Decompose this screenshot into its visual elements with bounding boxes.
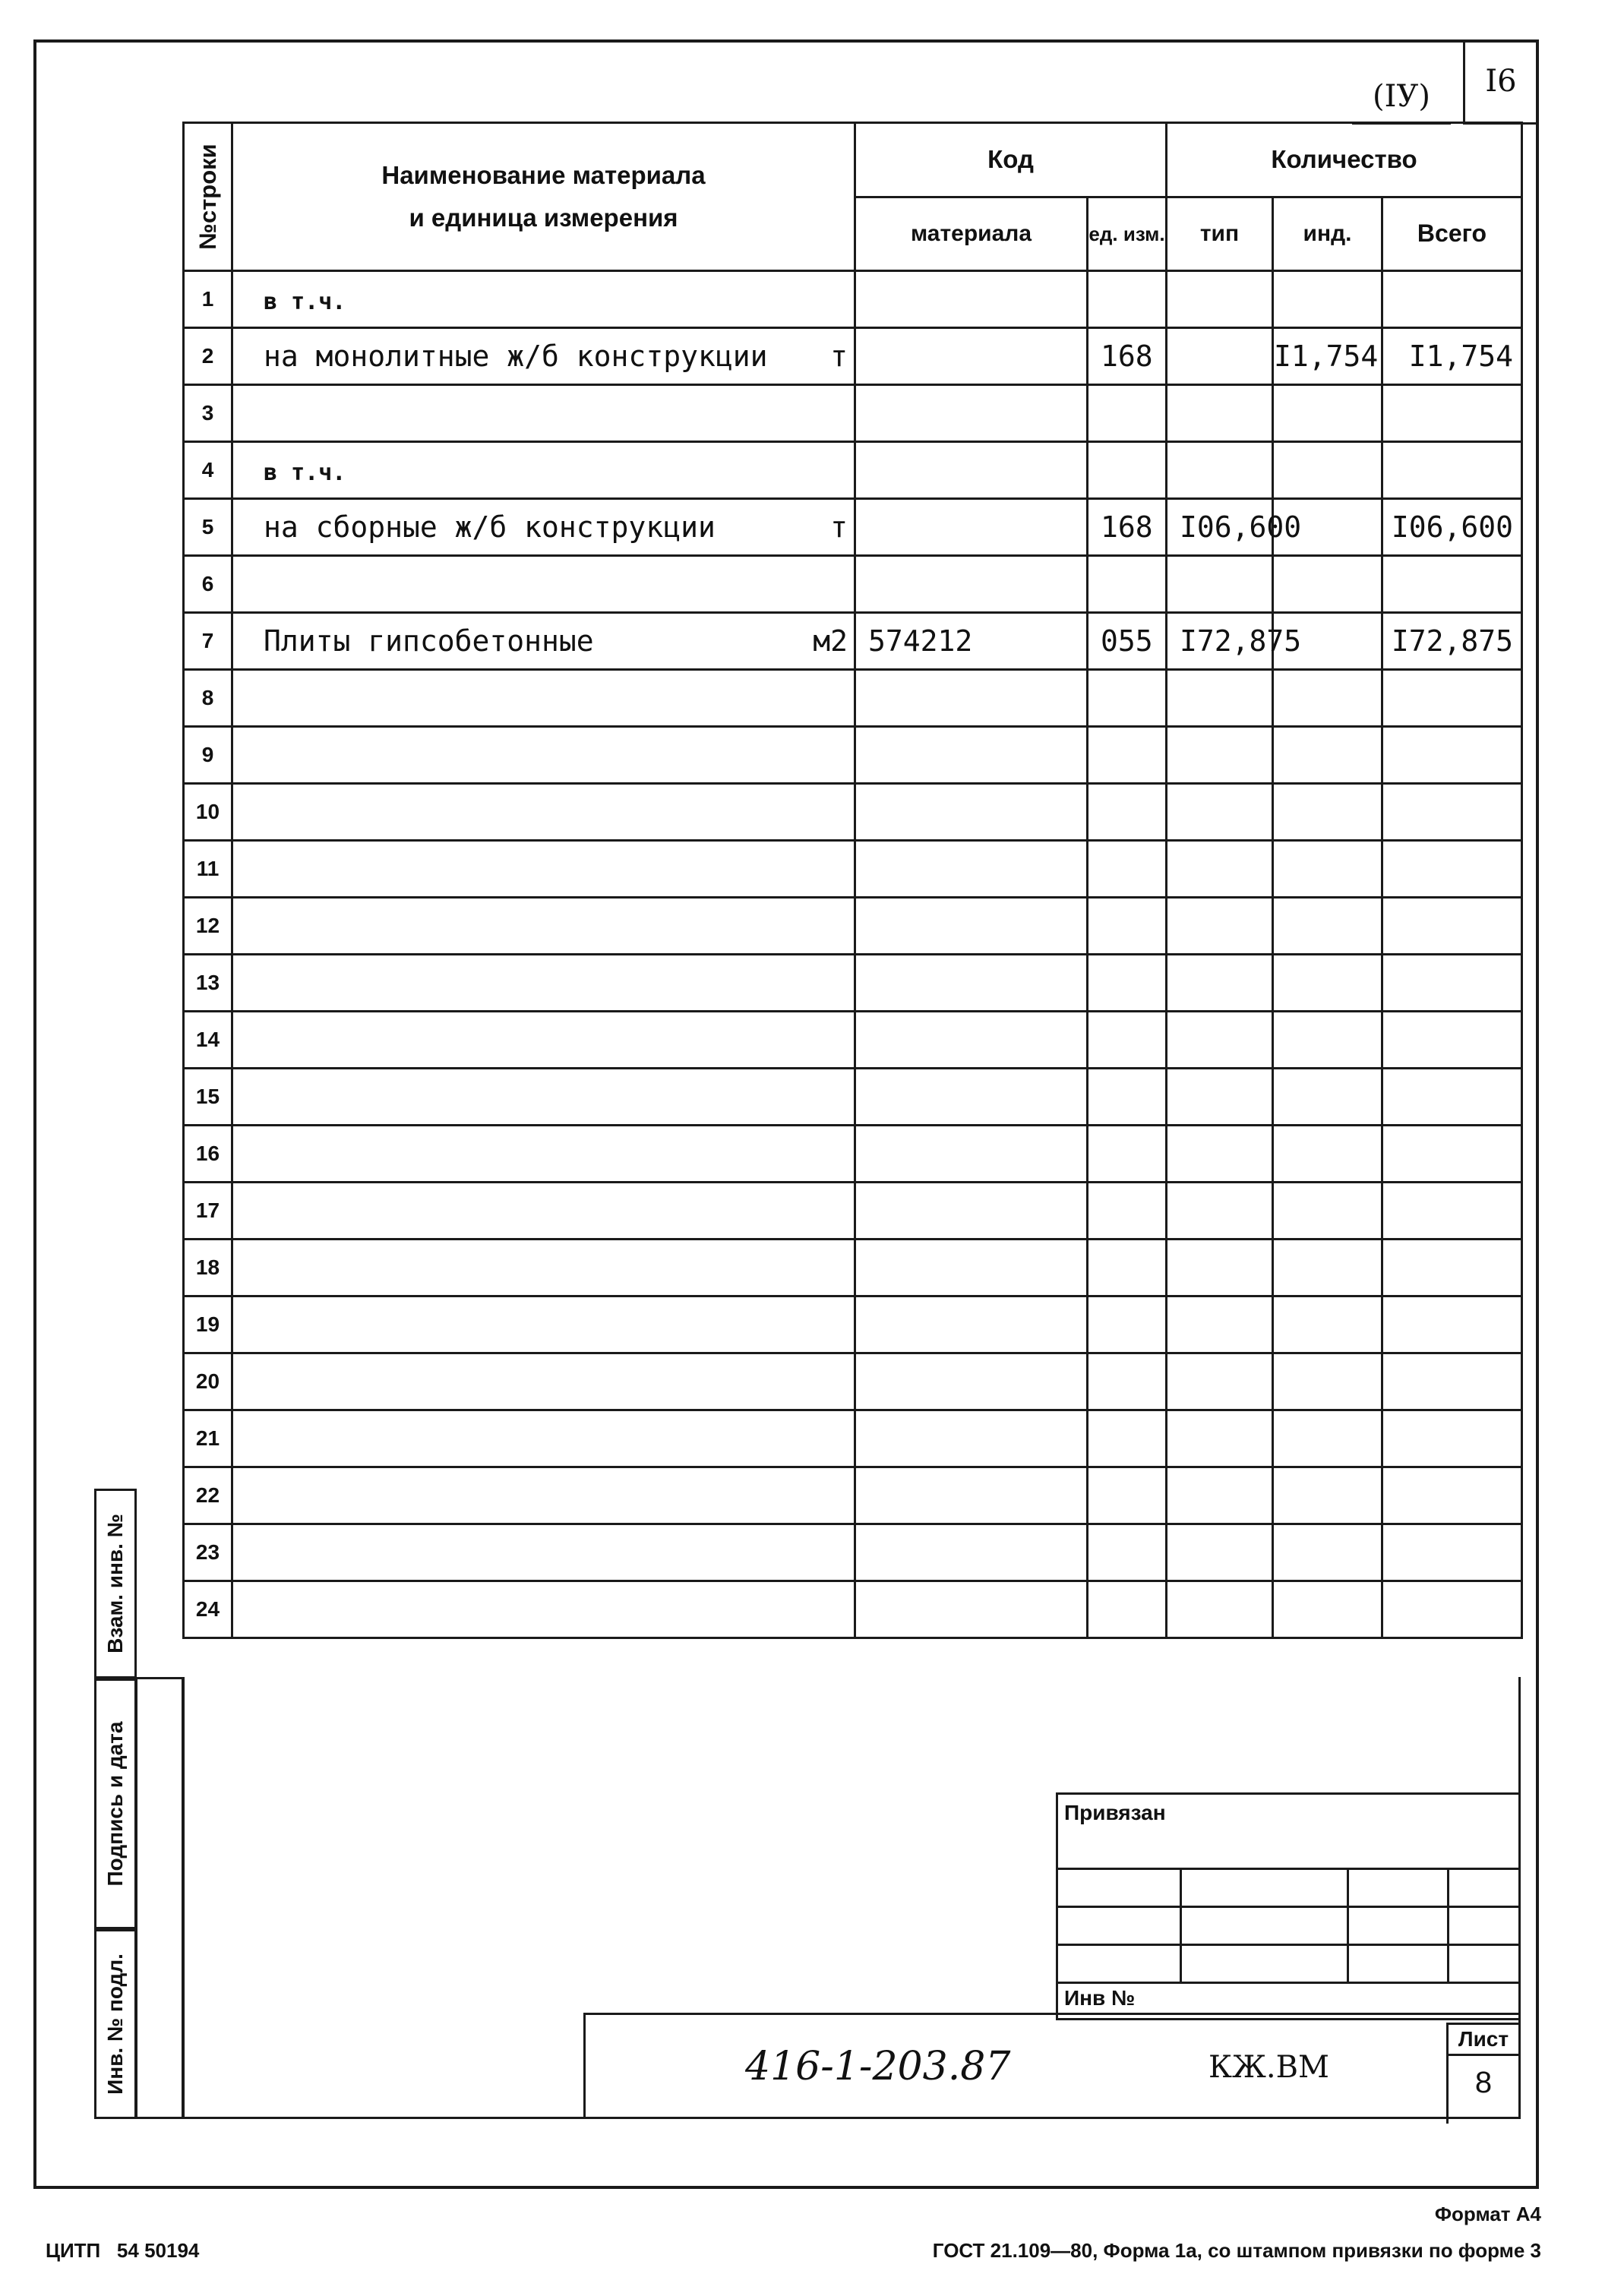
- table-row: [184, 841, 1522, 898]
- stamp-line: [1058, 1906, 1518, 1908]
- header-code-material: материала: [855, 197, 1088, 271]
- cell-type: [1167, 727, 1273, 784]
- header-name-line1: Наименование материала: [381, 161, 706, 189]
- cell-ind: [1273, 898, 1382, 955]
- corner-code-box: [1352, 70, 1451, 125]
- cell-unit-code: [1088, 898, 1167, 955]
- cell-unit-code: 168: [1088, 499, 1167, 556]
- table-row: [184, 1012, 1522, 1069]
- header-quantity-group: Количество: [1167, 123, 1522, 197]
- cell-material: [855, 1524, 1088, 1581]
- cell-unit-code: [1088, 1012, 1167, 1069]
- cell-material-name: [232, 1296, 855, 1353]
- corner-number: I6: [1485, 63, 1517, 99]
- inv-no-label: Инв №: [1064, 1986, 1136, 2010]
- cell-unit-code: [1088, 670, 1167, 727]
- table-row: [184, 442, 1522, 499]
- corner-code: (IУ): [1373, 78, 1430, 114]
- cell-material-name: [232, 613, 855, 670]
- cell-unit-code: [1088, 385, 1167, 442]
- row-number: 6: [184, 556, 232, 613]
- cell-type: I72,875: [1167, 613, 1273, 670]
- table-row: [184, 898, 1522, 955]
- cell-type: [1167, 1296, 1273, 1353]
- privyazka-stamp: [1056, 1792, 1521, 2020]
- table-row: [184, 784, 1522, 841]
- row-number: 23: [184, 1524, 232, 1581]
- cell-material: [855, 1467, 1088, 1524]
- side-label-inv-podl: Инв. № подл.: [94, 1929, 137, 2119]
- cell-ind: [1273, 1410, 1382, 1467]
- table-row: [184, 727, 1522, 784]
- sheet-label: Лист: [1449, 2025, 1518, 2056]
- cell-total: [1382, 442, 1522, 499]
- row-number: 9: [184, 727, 232, 784]
- cell-type: [1167, 670, 1273, 727]
- cell-total: I06,600: [1382, 499, 1522, 556]
- side-label-vzam-inv: Взам. инв. №: [94, 1489, 137, 1679]
- cell-total: [1382, 556, 1522, 613]
- cell-ind: [1273, 1296, 1382, 1353]
- row-number: 15: [184, 1069, 232, 1126]
- cell-unit-code: [1088, 1069, 1167, 1126]
- cell-type: [1167, 1183, 1273, 1240]
- cell-material: [855, 841, 1088, 898]
- table-row: [184, 1467, 1522, 1524]
- header-qty-type: тип: [1167, 197, 1273, 271]
- cell-material-name: [232, 1069, 855, 1126]
- row-number: 20: [184, 1353, 232, 1410]
- cell-material-name: [232, 442, 855, 499]
- material-name-text: на монолитные ж/б конструкции: [264, 340, 768, 373]
- cell-ind: [1273, 1069, 1382, 1126]
- cell-unit-code: [1088, 1524, 1167, 1581]
- cell-material: [855, 1183, 1088, 1240]
- row-number: 11: [184, 841, 232, 898]
- material-name-text: на сборные ж/б конструкции: [264, 510, 716, 544]
- cell-unit-code: [1088, 442, 1167, 499]
- material-unit-text: т: [830, 340, 848, 373]
- cell-unit-code: [1088, 1296, 1167, 1353]
- cell-unit-code: [1088, 1581, 1167, 1638]
- material-name-text: в т.ч.: [264, 289, 346, 315]
- cell-ind: [1273, 1467, 1382, 1524]
- table-row: [184, 556, 1522, 613]
- cell-unit-code: [1088, 841, 1167, 898]
- row-number: 2: [184, 328, 232, 385]
- cell-total: [1382, 955, 1522, 1012]
- sheet-cell: [1446, 2023, 1518, 2124]
- cell-total: [1382, 1353, 1522, 1410]
- cell-total: [1382, 1410, 1522, 1467]
- cell-ind: [1273, 727, 1382, 784]
- cell-unit-code: [1088, 1126, 1167, 1183]
- cell-ind: [1273, 670, 1382, 727]
- cell-total: [1382, 670, 1522, 727]
- privyazan-label: Привязан: [1064, 1801, 1166, 1824]
- cell-ind: [1273, 1240, 1382, 1296]
- cell-material: [855, 385, 1088, 442]
- table-row: [184, 1353, 1522, 1410]
- cell-unit-code: [1088, 1353, 1167, 1410]
- table-row: [184, 670, 1522, 727]
- cell-type: [1167, 271, 1273, 328]
- cell-total: I1,754: [1382, 328, 1522, 385]
- cell-total: [1382, 841, 1522, 898]
- cell-total: [1382, 385, 1522, 442]
- sheet-number: 8: [1474, 2066, 1493, 2099]
- table-row: [184, 613, 1522, 670]
- stamp-vline: [1347, 1868, 1349, 1982]
- cell-type: [1167, 442, 1273, 499]
- cell-material: [855, 1240, 1088, 1296]
- cell-material: [855, 1012, 1088, 1069]
- cell-material: [855, 1353, 1088, 1410]
- side-label-podpis-data: Подпись и дата: [94, 1679, 137, 1929]
- cell-material-name: [232, 499, 855, 556]
- row-number: 5: [184, 499, 232, 556]
- cell-material: [855, 784, 1088, 841]
- cell-material-name: [232, 955, 855, 1012]
- doc-code: КЖ.ВМ: [1208, 2050, 1329, 2085]
- stamp-vline: [1447, 1868, 1449, 1982]
- cell-material-name: [232, 1581, 855, 1638]
- header-name-line2: и единица измерения: [409, 204, 678, 232]
- cell-unit-code: [1088, 1183, 1167, 1240]
- row-number: 12: [184, 898, 232, 955]
- table-row: [184, 1240, 1522, 1296]
- cell-material-name: [232, 271, 855, 328]
- cell-ind: [1273, 442, 1382, 499]
- corner-number-box: [1463, 39, 1539, 125]
- cell-ind: [1273, 1524, 1382, 1581]
- cell-total: [1382, 1581, 1522, 1638]
- row-number: 4: [184, 442, 232, 499]
- cell-type: [1167, 1240, 1273, 1296]
- cell-ind: [1273, 1183, 1382, 1240]
- cell-total: [1382, 727, 1522, 784]
- footer-publisher: ЦИТП 54 50194: [46, 2239, 200, 2262]
- cell-type: [1167, 385, 1273, 442]
- material-name-text: Плиты гипсобетонные: [264, 624, 594, 658]
- cell-ind: [1273, 1126, 1382, 1183]
- cell-total: [1382, 1012, 1522, 1069]
- cell-material: [855, 955, 1088, 1012]
- cell-total: [1382, 1240, 1522, 1296]
- cell-unit-code: [1088, 1467, 1167, 1524]
- cell-ind: [1273, 1581, 1382, 1638]
- cell-material-name: [232, 1240, 855, 1296]
- row-number: 3: [184, 385, 232, 442]
- row-number: 14: [184, 1012, 232, 1069]
- cell-total: [1382, 1069, 1522, 1126]
- cell-unit-code: [1088, 1240, 1167, 1296]
- table-row: [184, 1581, 1522, 1638]
- cell-total: [1382, 898, 1522, 955]
- material-unit-text: т: [830, 510, 848, 544]
- cell-unit-code: 168: [1088, 328, 1167, 385]
- cell-ind: [1273, 271, 1382, 328]
- table-header: [184, 123, 1522, 271]
- cell-material: [855, 1126, 1088, 1183]
- stamp-line: [1058, 1982, 1518, 1984]
- cell-total: [1382, 1183, 1522, 1240]
- table-row: [184, 1069, 1522, 1126]
- doc-number: 416-1-203.87: [745, 2044, 1011, 2089]
- cell-material-name: [232, 670, 855, 727]
- row-number: 7: [184, 613, 232, 670]
- cell-unit-code: [1088, 784, 1167, 841]
- cell-type: [1167, 1467, 1273, 1524]
- cell-material-name: [232, 1126, 855, 1183]
- cell-material-name: [232, 385, 855, 442]
- cell-total: [1382, 271, 1522, 328]
- cell-material-name: [232, 1012, 855, 1069]
- cell-type: [1167, 328, 1273, 385]
- cell-material: [855, 499, 1088, 556]
- material-unit-text: м2: [813, 624, 848, 658]
- row-number: 21: [184, 1410, 232, 1467]
- cell-material-name: [232, 727, 855, 784]
- cell-unit-code: [1088, 955, 1167, 1012]
- stamp-vline: [1180, 1868, 1182, 1982]
- cell-material: [855, 1069, 1088, 1126]
- cell-ind: [1273, 784, 1382, 841]
- cell-ind: I1,754: [1273, 328, 1382, 385]
- row-number: 17: [184, 1183, 232, 1240]
- cell-material-name: [232, 784, 855, 841]
- cell-material-name: [232, 556, 855, 613]
- cell-material: [855, 556, 1088, 613]
- cell-type: [1167, 784, 1273, 841]
- material-spec-table: [182, 122, 1523, 1639]
- cell-ind: [1273, 556, 1382, 613]
- cell-unit-code: [1088, 271, 1167, 328]
- table-body: [184, 271, 1522, 1638]
- row-number: 19: [184, 1296, 232, 1353]
- table-row: [184, 1410, 1522, 1467]
- cell-ind: [1273, 841, 1382, 898]
- row-number: 8: [184, 670, 232, 727]
- row-number: 24: [184, 1581, 232, 1638]
- cell-type: [1167, 1126, 1273, 1183]
- cell-type: [1167, 1012, 1273, 1069]
- header-material-name: [232, 123, 855, 271]
- cell-unit-code: [1088, 727, 1167, 784]
- cell-type: [1167, 1069, 1273, 1126]
- cell-material: [855, 1581, 1088, 1638]
- row-number: 1: [184, 271, 232, 328]
- cell-material-name: [232, 1524, 855, 1581]
- cell-total: [1382, 1524, 1522, 1581]
- cell-ind: [1273, 1353, 1382, 1410]
- cell-type: [1167, 556, 1273, 613]
- footer-standard: ГОСТ 21.109—80, Форма 1а, со штампом привязки по форме 3: [932, 2239, 1541, 2262]
- table-row: [184, 1524, 1522, 1581]
- cell-total: [1382, 1296, 1522, 1353]
- cell-material-name: [232, 898, 855, 955]
- table-row: [184, 328, 1522, 385]
- cell-material-name: [232, 1467, 855, 1524]
- table-row: [184, 1296, 1522, 1353]
- cell-type: [1167, 841, 1273, 898]
- row-number: 22: [184, 1467, 232, 1524]
- header-row-number: №строки: [184, 123, 232, 271]
- row-number: 10: [184, 784, 232, 841]
- cell-material: [855, 1410, 1088, 1467]
- cell-type: [1167, 898, 1273, 955]
- cell-material: [855, 271, 1088, 328]
- cell-ind: [1273, 1012, 1382, 1069]
- cell-unit-code: 055: [1088, 613, 1167, 670]
- cell-material-name: [232, 1353, 855, 1410]
- header-qty-ind: инд.: [1273, 197, 1382, 271]
- cell-material: [855, 442, 1088, 499]
- header-code-unit: ед. изм.: [1088, 197, 1167, 271]
- cell-material: 574212: [855, 613, 1088, 670]
- table-row: [184, 955, 1522, 1012]
- cell-total: [1382, 1467, 1522, 1524]
- cell-type: [1167, 1410, 1273, 1467]
- cell-material-name: [232, 841, 855, 898]
- row-number: 13: [184, 955, 232, 1012]
- header-code-group: Код: [855, 123, 1167, 197]
- cell-ind: [1273, 385, 1382, 442]
- cell-material: [855, 670, 1088, 727]
- row-number: 16: [184, 1126, 232, 1183]
- row-number: 18: [184, 1240, 232, 1296]
- cell-material-name: [232, 328, 855, 385]
- cell-material: [855, 328, 1088, 385]
- cell-type: [1167, 1353, 1273, 1410]
- cell-ind: [1273, 955, 1382, 1012]
- table-row: [184, 385, 1522, 442]
- stamp-line: [1058, 1868, 1518, 1870]
- cell-unit-code: [1088, 1410, 1167, 1467]
- table-row: [184, 271, 1522, 328]
- footer-format: Формат А4: [1434, 2203, 1541, 2225]
- cell-type: I06,600: [1167, 499, 1273, 556]
- cell-type: [1167, 1524, 1273, 1581]
- cell-material: [855, 1296, 1088, 1353]
- cell-total: I72,875: [1382, 613, 1522, 670]
- cell-unit-code: [1088, 556, 1167, 613]
- cell-total: [1382, 1126, 1522, 1183]
- cell-material-name: [232, 1410, 855, 1467]
- table-row: [184, 1183, 1522, 1240]
- cell-material: [855, 898, 1088, 955]
- cell-material-name: [232, 1183, 855, 1240]
- cell-type: [1167, 1581, 1273, 1638]
- cell-total: [1382, 784, 1522, 841]
- cell-material: [855, 727, 1088, 784]
- material-name-text: в т.ч.: [264, 460, 346, 486]
- table-row: [184, 1126, 1522, 1183]
- header-qty-total: Всего: [1382, 197, 1522, 271]
- cell-type: [1167, 955, 1273, 1012]
- stamp-line: [1058, 1944, 1518, 1946]
- table-row: [184, 499, 1522, 556]
- title-block: [583, 2013, 1521, 2119]
- side-strip-lower: [135, 1677, 184, 2119]
